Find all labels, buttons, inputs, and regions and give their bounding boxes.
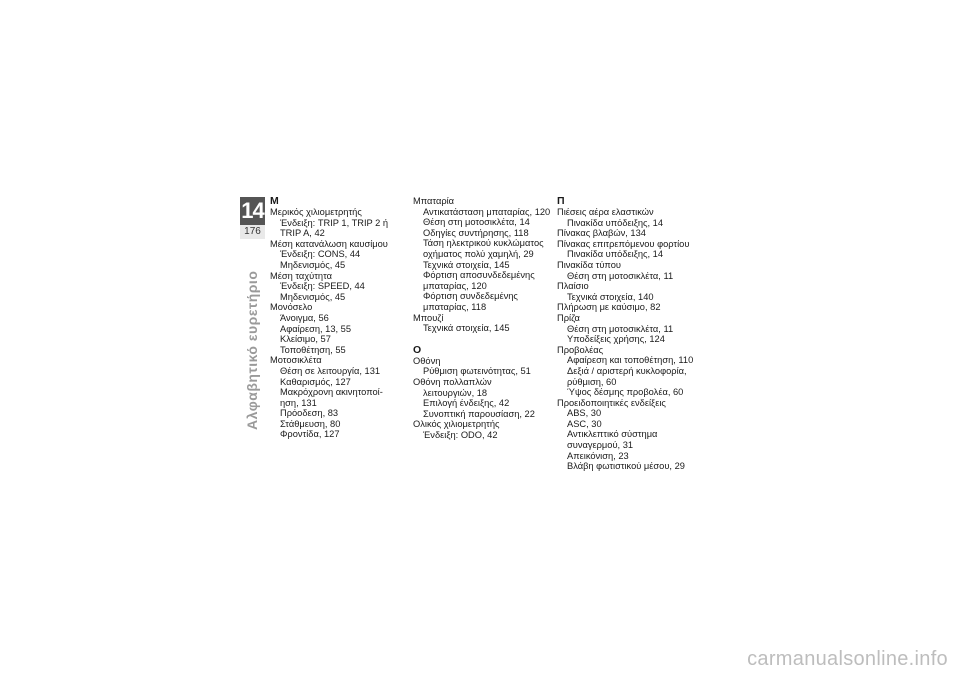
index-subentry: Αφαίρεση και τοποθέτηση, 110	[567, 355, 694, 366]
index-letter-heading: Μ	[270, 195, 279, 207]
index-subentry: Αντικλεπτικό σύστημα	[567, 429, 658, 440]
index-entry-term: Μονόσελο	[270, 302, 313, 313]
chapter-title: Αλφαβητικό ευρετήριο	[244, 270, 260, 430]
index-letter-heading: Ο	[413, 343, 422, 356]
index-subentry: Κλείσιμο, 57	[280, 334, 331, 345]
index-entry-term: Οθόνη	[413, 355, 441, 366]
index-entry-term: Προειδοποιητικές ενδείξεις	[557, 397, 666, 408]
index-entry-term: Μερικός χιλιομετρητής	[270, 207, 362, 217]
index-subentry: Αντικατάσταση μπαταρίας, 120	[423, 206, 551, 217]
index-subentry: Τεχνικά στοιχεία, 140	[567, 291, 654, 302]
index-subentry: Ένδειξη: TRIP 1, TRIP 2 ή	[280, 217, 389, 228]
index-entry	[413, 356, 553, 377]
index-subentry: Τοποθέτηση, 55	[280, 344, 346, 355]
index-entry	[557, 207, 702, 228]
index-column-1	[270, 196, 405, 440]
index-entry	[557, 239, 702, 260]
index-subentry: μπαταρίας, 118	[423, 301, 487, 312]
index-subentry: Θέση σε λειτουργία, 131	[280, 365, 381, 376]
index-subentry: ASC, 30	[567, 418, 602, 429]
index-entry-term: Ολικός χιλιομετρητής	[413, 419, 500, 430]
index-entry-term: Μπαταρία	[413, 196, 455, 206]
section-gap	[413, 334, 553, 345]
index-entry-term: Πίνακας επιτρεπόμενου φορτίου	[557, 238, 690, 249]
index-subentry: Επιλογή ένδειξης, 42	[423, 398, 510, 409]
index-subentry: Θέση στη μοτοσικλέτα, 11	[567, 270, 674, 281]
index-entry-term: Μπουζί	[413, 312, 444, 323]
index-subentry: Θέση στη μοτοσικλέτα, 14	[423, 217, 530, 228]
index-entry-term: Προβολέας	[557, 344, 604, 355]
index-entry	[270, 207, 405, 239]
index-subentry: Απεικόνιση, 23	[567, 450, 629, 461]
index-entry	[557, 281, 702, 302]
index-subentry: Μηδενισμός, 45	[280, 291, 346, 302]
index-subentry: Δεξιά / αριστερή κυκλοφορία,	[567, 365, 687, 376]
index-entry-term: Πρίζα	[557, 312, 580, 323]
index-entry-term: Μέση ταχύτητα	[270, 270, 333, 281]
page-number: 176	[240, 225, 265, 239]
index-subentry: Τεχνικά στοιχεία, 145	[423, 259, 510, 270]
index-entry	[557, 313, 702, 345]
index-subentry: Στάθμευση, 80	[280, 418, 341, 429]
index-entry-term: Πίνακας βλαβών, 134	[557, 228, 646, 239]
index-subentry: Θέση στη μοτοσικλέτα, 11	[567, 323, 674, 334]
index-entry	[413, 196, 553, 313]
index-entry	[557, 228, 702, 239]
index-column-2	[413, 196, 553, 440]
index-entry-term: Πλήρωση με καύσιμο, 82	[557, 302, 661, 313]
index-subentry: Τεχνικά στοιχεία, 145	[423, 323, 510, 334]
index-entry	[413, 419, 553, 440]
index-entry	[557, 398, 702, 472]
index-subentry: Ένδειξη: CONS, 44	[280, 249, 361, 260]
index-entry	[413, 377, 553, 419]
index-subentry: ρύθμιση, 60	[567, 376, 617, 387]
index-subentry: λειτουργιών, 18	[423, 387, 488, 398]
index-subentry: Πρόοδεση, 83	[280, 408, 339, 419]
index-subentry: συναγερμού, 31	[567, 440, 634, 451]
index-subentry: Μακρόχρονη ακινητοποί-	[280, 387, 383, 398]
index-subentry: Αφαίρεση, 13, 55	[280, 323, 352, 334]
index-subentry: Καθαρισμός, 127	[280, 376, 351, 387]
index-entry	[557, 302, 702, 313]
index-subentry: Ύψος δέσμης προβολέα, 60	[567, 387, 684, 398]
index-subentry: Υποδείξεις χρήσης, 124	[567, 334, 665, 345]
index-subentry: Μηδενισμός, 45	[280, 259, 346, 270]
index-entry-term: Μέση κατανάλωση καυσίμου	[270, 238, 388, 249]
index-subentry: Άνοιγμα, 56	[280, 312, 329, 323]
index-subentry: Οδηγίες συντήρησης, 118	[423, 227, 529, 238]
index-entry-term: Πλαίσιο	[557, 281, 589, 292]
index-entry-term: Πινακίδα τύπου	[557, 259, 621, 270]
index-subentry: ηση, 131	[280, 397, 317, 408]
index-entry	[270, 239, 405, 271]
index-subentry: Ρύθμιση φωτεινότητας, 51	[423, 366, 531, 377]
index-subentry: μπαταρίας, 120	[423, 280, 487, 291]
index-subentry: Φροντίδα, 127	[280, 429, 340, 440]
index-entry	[270, 302, 405, 355]
index-column-3	[557, 196, 702, 472]
watermark: carmanualsonline.info	[747, 648, 948, 670]
index-subentry: Ένδειξη: ODO, 42	[423, 429, 498, 440]
index-subentry: Πινακίδα υπόδειξης, 14	[567, 249, 664, 260]
index-subentry: Συνοπτική παρουσίαση, 22	[423, 408, 535, 419]
index-letter-heading: Π	[557, 195, 565, 207]
index-subentry: οχήματος πολύ χαμηλή, 29	[423, 248, 534, 259]
index-entry	[557, 345, 702, 398]
index-entry	[413, 313, 553, 334]
index-subentry: Πινακίδα υπόδειξης, 14	[567, 217, 664, 228]
index-entry	[270, 355, 405, 440]
index-subentry: TRIP A, 42	[280, 228, 325, 239]
index-subentry: Βλάβη φωτιστικού μέσου, 29	[567, 461, 685, 472]
index-subentry: Τάση ηλεκτρικού κυκλώματος	[423, 238, 544, 249]
index-entry	[270, 271, 405, 303]
index-entry-term: Πιέσεις αέρα ελαστικών	[557, 207, 654, 217]
chapter-number: 14	[241, 198, 264, 223]
index-subentry: Φόρτιση συνδεδεμένης	[423, 291, 518, 302]
index-subentry: Φόρτιση αποσυνδεδεμένης	[423, 270, 535, 281]
index-entry	[557, 260, 702, 281]
index-entry-term: Οθόνη πολλαπλών	[413, 376, 492, 387]
index-entry-term: Μοτοσικλέτα	[270, 355, 322, 366]
index-subentry: ABS, 30	[567, 408, 602, 419]
index-subentry: Ένδειξη: SPEED, 44	[280, 281, 365, 292]
